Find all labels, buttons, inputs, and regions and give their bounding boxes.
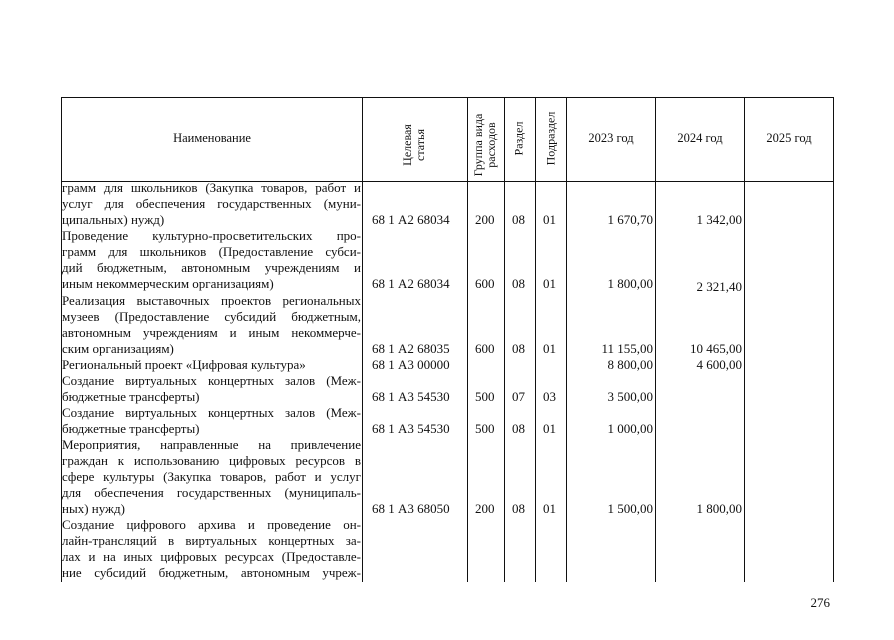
header-subsection: Подраздел	[543, 111, 558, 166]
row-group: 500	[475, 389, 495, 404]
row-group: 600	[475, 341, 495, 356]
row-section: 08	[512, 276, 525, 291]
row-2024: 1 800,00	[696, 501, 742, 516]
row-name-line: ние субсидий бюджетным, автономным учреж-	[62, 565, 361, 580]
row-code: 68 1 А3 00000	[372, 357, 450, 372]
row-2024: 10 465,00	[690, 341, 742, 356]
row-name-line: автономным учреждениям и иным некоммерче-	[62, 325, 361, 340]
row-name-line: Мероприятия, направленные на привлечение	[62, 437, 361, 452]
row-2023: 1 500,00	[607, 501, 653, 516]
row-code: 68 1 А3 68050	[372, 501, 450, 516]
row-section: 08	[512, 501, 525, 516]
header-section: Раздел	[511, 121, 526, 156]
table-top-border	[61, 97, 834, 98]
row-section: 07	[512, 389, 525, 404]
header-group: Группа вида расходов	[471, 113, 498, 177]
row-name-line: для обеспечения государственных (муниципаль-	[62, 485, 361, 500]
row-2023: 1 670,70	[607, 212, 653, 227]
col-border-7	[744, 97, 745, 582]
row-subsection: 01	[543, 341, 556, 356]
row-name-line: иным некоммерческим организациям)	[62, 276, 274, 291]
row-name-line: ским организациям)	[62, 341, 174, 356]
row-code: 68 1 А2 68034	[372, 212, 450, 227]
row-name-line: Создание виртуальных концертных залов (Меж-	[62, 405, 361, 420]
row-2023: 3 500,00	[607, 389, 653, 404]
row-group: 200	[475, 501, 495, 516]
row-name-line: услуг для обеспечения государственных (муни-	[62, 196, 361, 211]
header-name: Наименование	[173, 131, 251, 145]
row-group: 500	[475, 421, 495, 436]
row-name-line: Реализация выставочных проектов региональных	[62, 293, 361, 308]
row-name-line: ципальных) нужд)	[62, 212, 165, 227]
row-section: 08	[512, 212, 525, 227]
row-subsection: 01	[543, 276, 556, 291]
header-target: Целевая статья	[400, 124, 427, 166]
row-2023: 11 155,00	[601, 341, 653, 356]
header-2023: 2023 год	[588, 131, 634, 145]
row-name-line: грамм для школьников (Закупка товаров, работ и	[62, 180, 361, 195]
header-2025: 2025 год	[766, 131, 812, 145]
row-name-line: ных) нужд)	[62, 501, 125, 516]
row-name-line: Региональный проект «Цифровая культура»	[62, 357, 306, 372]
row-name-line: сфере культуры (Закупка товаров, работ и услуг	[62, 469, 361, 484]
row-subsection: 03	[543, 389, 556, 404]
row-name-line: граждан к использованию цифровых ресурсов в	[62, 453, 361, 468]
header-2024: 2024 год	[677, 131, 723, 145]
row-name-line: грамм для школьников (Предоставление субси-	[62, 244, 361, 259]
row-2024: 4 600,00	[696, 357, 742, 372]
col-border-3	[504, 97, 505, 582]
col-border-2	[467, 97, 468, 582]
row-2023: 8 800,00	[607, 357, 653, 372]
col-border-8	[833, 97, 834, 582]
row-name-line: лах и на иных цифровых ресурсах (Предоставле-	[62, 549, 361, 564]
row-subsection: 01	[543, 501, 556, 516]
row-name-line: Создание виртуальных концертных залов (Меж-	[62, 373, 361, 388]
col-border-1	[362, 97, 363, 582]
row-name-line: Проведение культурно-просветительских про-	[62, 228, 361, 243]
row-name-line: музеев (Предоставление субсидий бюджетным,	[62, 309, 361, 324]
row-2024: 1 342,00	[696, 212, 742, 227]
row-name-line: бюджетные трансферты)	[62, 421, 200, 436]
row-code: 68 1 А2 68034	[372, 276, 450, 291]
row-2023: 1 000,00	[607, 421, 653, 436]
row-subsection: 01	[543, 421, 556, 436]
row-name-line: лайн-трансляций в виртуальных концертных за-	[62, 533, 361, 548]
row-subsection: 01	[543, 212, 556, 227]
row-code: 68 1 А2 68035	[372, 341, 450, 356]
page-number: 276	[810, 595, 830, 610]
row-group: 200	[475, 212, 495, 227]
row-section: 08	[512, 341, 525, 356]
row-name-line: дий бюджетным, автономным учреждениям и	[62, 260, 361, 275]
row-code: 68 1 А3 54530	[372, 389, 450, 404]
row-2024: 2 321,40	[696, 279, 742, 294]
row-2023: 1 800,00	[607, 276, 653, 291]
row-code: 68 1 А3 54530	[372, 421, 450, 436]
col-border-4	[535, 97, 536, 582]
row-group: 600	[475, 276, 495, 291]
row-name-line: Создание цифрового архива и проведение он-	[62, 517, 361, 532]
row-name-line: бюджетные трансферты)	[62, 389, 200, 404]
row-section: 08	[512, 421, 525, 436]
